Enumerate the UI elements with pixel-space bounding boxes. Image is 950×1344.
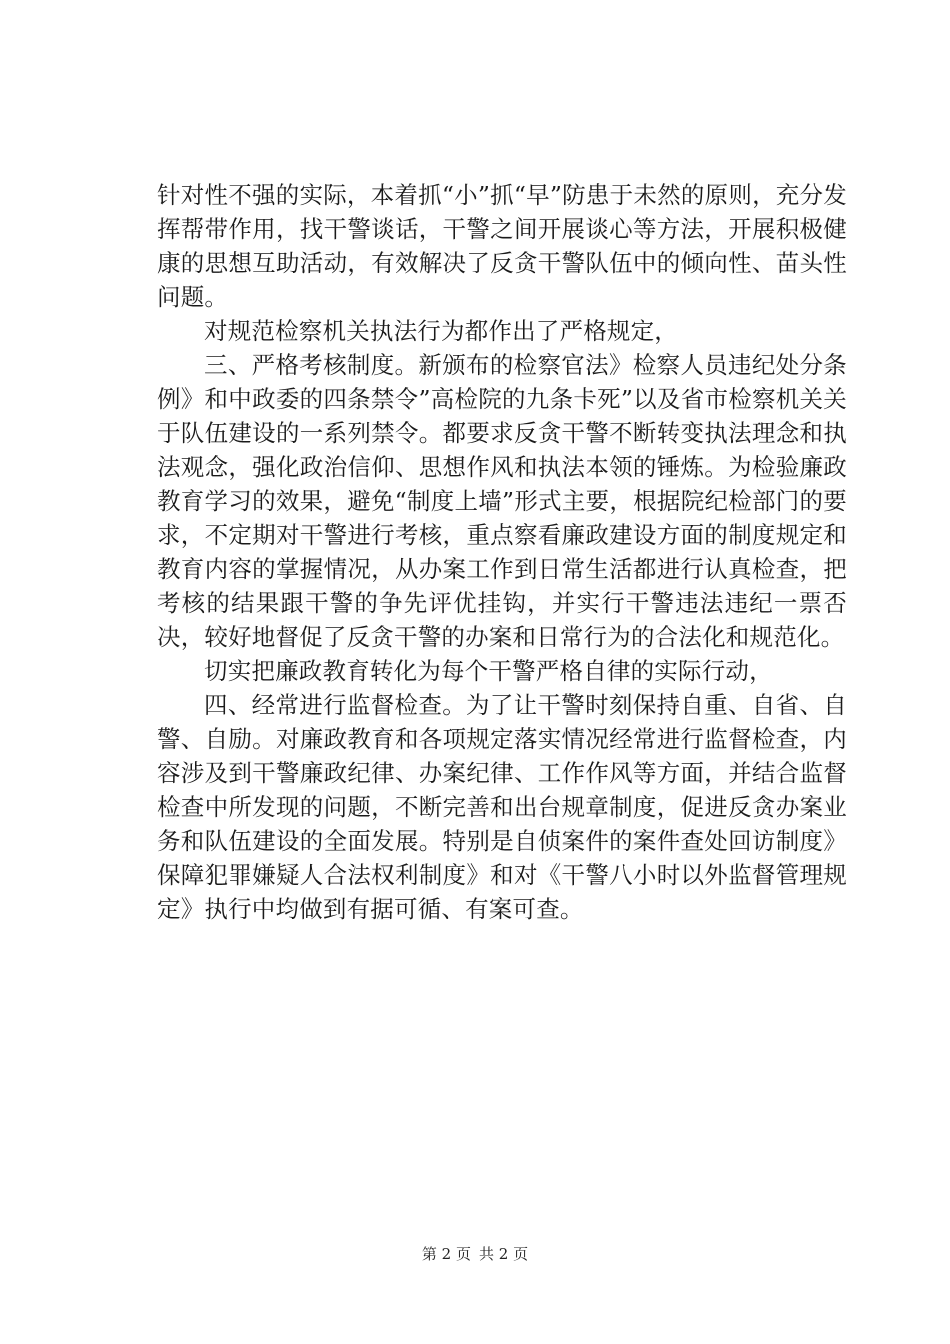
paragraph-regulations: 对规范检察机关执法行为都作出了严格规定，: [204, 317, 678, 345]
paragraph-section-three: 三、严格考核制度。新颁布的检察官法》检察人员违纪处分条例》和中政委的四条禁令”高检院的九条卡死”以及省市检察机关关于队伍建设的一系列禁令。都要求反贪干警不断转变执法理念和执法观念，强化政治信仰、思想作风和执法本领的锤炼。为检验廉政教育学习的效果，避免“制度上墙”形式主要，根据院纪检部门的要求，不定期对干警进行考核，重点察看廉政建设方面的制度规定和教育内容的掌握情况，从办案工作到日常生活都进行认真检查，把考核的结果跟干警的争先评优挂钩，并实行干警违法违纪一票否决，较好地督促了反贪干警的办案和日常行为的合法化和规范化。: [157, 351, 847, 651]
document-body: [157, 178, 847, 926]
page-number: 第 2 页: [421, 1245, 471, 1263]
page-total: 共 2 页: [479, 1245, 529, 1263]
paragraph-self-discipline: 切实把廉政教育转化为每个干警严格自律的实际行动，: [204, 657, 773, 685]
page-footer: [0, 1244, 950, 1264]
paragraph-section-four: 四、经常进行监督检查。为了让干警时刻保持自重、自省、自警、自励。对廉政教育和各项规定落实情况经常进行监督检查，内容涉及到干警廉政纪律、办案纪律、工作作风等方面，并结合监督检查中所发现的问题，不断完善和出台规章制度，促进反贪办案业务和队伍建设的全面发展。特别是自侦案件的案件查处回访制度》保障犯罪嫌疑人合法权利制度》和对《干警八小时以外监督管理规定》执行中均做到有据可循、有案可查。: [157, 691, 847, 923]
paragraph-continuation: 针对性不强的实际，本着抓“小”抓“早”防患于未然的原则，充分发挥帮带作用，找干警谈话，干警之间开展谈心等方法，开展积极健康的思想互助活动，有效解决了反贪干警队伍中的倾向性、苗头性问题。: [157, 181, 847, 311]
